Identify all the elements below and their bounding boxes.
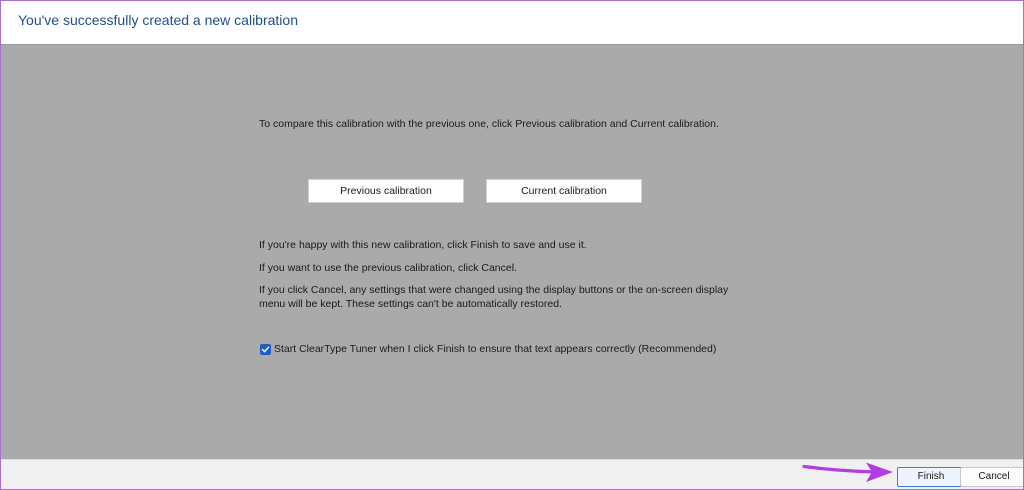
cancel-note-line2: menu will be kept. These settings can't be automatically restored. bbox=[259, 298, 562, 310]
cleartype-checkbox-label: Start ClearType Tuner when I click Finish to ensure that text appears correctly (Recommended) bbox=[274, 343, 717, 355]
finish-instructions: If you're happy with this new calibration, click Finish to save and use it. bbox=[259, 239, 587, 251]
compare-instructions: To compare this calibration with the previous one, click Previous calibration and Current calibration. bbox=[259, 118, 719, 130]
arrow-right-icon bbox=[800, 457, 896, 487]
current-calibration-button[interactable]: Current calibration bbox=[486, 179, 642, 203]
cancel-button[interactable]: Cancel bbox=[960, 467, 1024, 487]
checkmark-icon bbox=[261, 345, 270, 354]
previous-calibration-button[interactable]: Previous calibration bbox=[308, 179, 464, 203]
finish-button[interactable]: Finish bbox=[897, 467, 965, 487]
dialog-title: You've successfully created a new calibration bbox=[18, 12, 298, 28]
cleartype-checkbox[interactable] bbox=[260, 344, 271, 355]
content-area bbox=[1, 44, 1023, 460]
title-bar bbox=[1, 1, 1023, 44]
cancel-instructions: If you want to use the previous calibration, click Cancel. bbox=[259, 262, 517, 274]
cancel-note-line1: If you click Cancel, any settings that were changed using the display buttons or the on-screen display bbox=[259, 284, 729, 296]
